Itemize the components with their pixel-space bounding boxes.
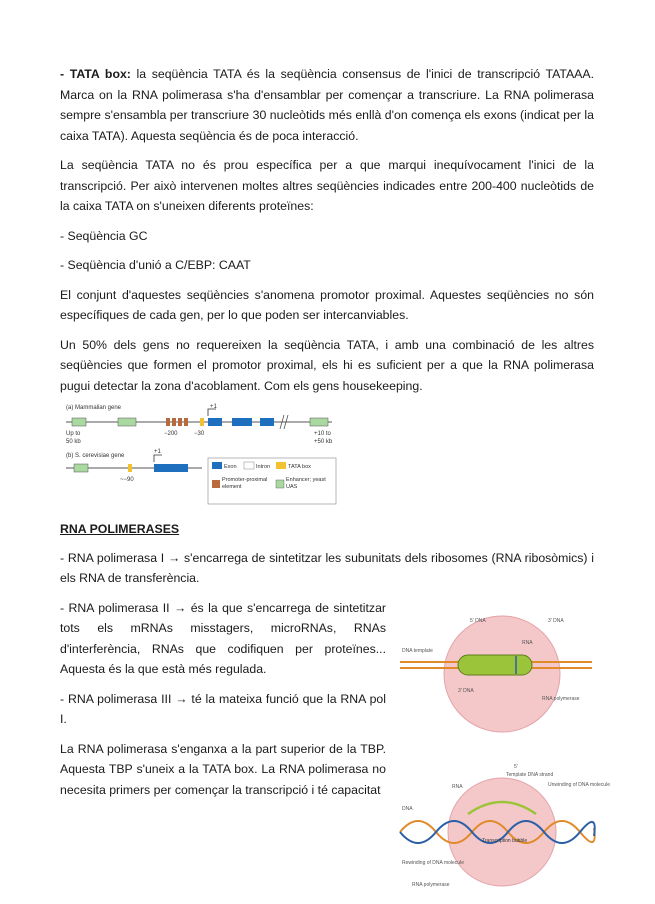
fig1-label-a: (a) Mammalian gene [66,405,122,411]
exon-box [232,418,252,426]
exon-box [260,418,274,426]
legend-prom: Promoter-proximal element [222,477,268,490]
fig1-pos200: −200 [164,431,178,437]
tata-box-paragraph [60,64,594,146]
promoter-element [184,418,188,426]
fig3-label-dna: DNA [402,805,413,812]
fig2-label-pol: RNA polymerase [542,695,580,702]
legend-enh: Enhancer; yeast UAS [286,477,326,490]
legend-enh-swatch [276,480,284,488]
rna-polymerase-diagram [398,600,594,770]
fig3-label-unwind: Unwinding of DNA molecule [548,781,610,788]
legend-intron-swatch [244,462,254,469]
gc-sequence-item: - Seqüència GC [60,228,148,243]
fig2-label-5: 5' DNA [470,617,486,624]
enhancer-box [72,418,86,426]
fig3-label-synth: Transcription bubble [482,837,528,844]
transcription-bubble-diagram [398,770,610,898]
fig1-right-dist: +10 to [314,431,331,437]
fig1-left-dist: Up to [66,431,81,437]
legend-tata: TATA box [288,464,311,470]
rna-transcript-bar [458,655,532,675]
rna-pol-3-item: - RNA polimerasa III → té la mateixa funció que la RNA pol I. [60,691,386,726]
fig3-label-rna: RNA [452,783,463,790]
fig2-label-3: 3' DNA [548,617,564,624]
fig1-pos90: ~−90 [120,477,134,483]
fig1-right-dist2: +50 kb [314,439,333,445]
fig1-plus1: +1 [210,404,217,410]
exon-box [208,418,222,426]
fig1-pos30: −30 [194,431,205,437]
fig1-label-b: (b) S. cerevisiae gene [66,453,125,459]
polymerase-text-column [60,598,386,801]
tata-box-label: - TATA box: [60,67,131,81]
fig3-label-rewind: Rewinding of DNA molecule [402,859,464,866]
legend-exon: Exon [224,464,237,470]
uas-box [74,464,88,472]
section-heading: RNA POLIMERASES [60,522,180,536]
caat-sequence-item: - Seqüència d'unió a C/EBP: CAAT [60,258,251,272]
rna-pol-2-item: - RNA polimerasa II → és la que s'encarrega de sintetitzar tots els mRNAs misstagers, microRNAs, RNAs d'interferència, RNAs que codifiquen per proteïnes... Aquesta és la que està més regulada. [60,600,386,676]
fig1-left-dist2: 50 kb [66,439,81,445]
polymerase-two-column [60,598,610,888]
housekeeping-paragraph: Un 50% dels gens no requereixen la seqüència TATA, i amb una combinació de les altres seqüències que formen el promotor proximal, els hi es suficient per a que la RNA polimerasa pugui detectar la zona d'acoblament. Com els gens housekeeping. [60,337,594,393]
fig1-plus1-b: +1 [154,449,161,455]
promoter-diagram [62,400,342,505]
specificity-paragraph: La seqüència TATA no és prou específica per a que marqui inequívocament l'inici de la transcripció. Per això intervenen moltes altres seqüències indicades entre 200-400 nucleòtids de la caixa TATA on s'uneixen diferents proteïnes: [60,158,594,213]
legend-tata-swatch [276,462,286,469]
promoter-element [172,418,176,426]
fig2-label-3prime: 3' DNA [458,687,474,694]
legend-prom-swatch [212,480,220,488]
tata-box [200,418,204,426]
legend-intron: Intron [256,464,271,470]
rna-pol-1-item: - RNA polimerasa I → s'encarrega de sintetitzar les subunitats dels ribosomes (RNA ribosòmics) i els RNA de transferència. [60,550,594,585]
enhancer-box [310,418,328,426]
promoter-paragraph: El conjunt d'aquestes seqüències s'anomena promotor proximal. Aquestes seqüències no són específiques de cada gen, per lo que poden ser intercanviables. [60,287,594,322]
legend-exon-swatch [212,462,222,469]
exon-box [154,464,188,472]
promoter-element [178,418,182,426]
document-page [60,64,610,888]
fig2-label-rna: RNA [522,639,533,646]
enhancer-box [118,418,136,426]
fig3-label-pol: RNA polymerase [412,881,450,888]
tata-box [128,464,132,472]
fig3-label-template: Template DNA strand [506,771,554,778]
fig2-label-template: DNA template [402,647,433,654]
promoter-element [166,418,170,426]
fig2-label-5prime: 5' [514,763,518,770]
bubble-circle [448,778,556,886]
tbp-paragraph: La RNA polimerasa s'enganxa a la part superior de la TBP. Aquesta TBP s'uneix a la TATA box. La RNA polimerasa no necesita primers per començar la transcripció i té capacitat [60,741,386,797]
tata-box-text: la seqüència TATA és la seqüència consensus de l'inici de transcripció TATAAA. Marca on la RNA polimerasa s'ha d'ensamblar per començar a transcriure. La RNA polimerasa sempre s'ensambla per transcriure 30 nucleòtids més enllà d'on comença els exons (indicat per la caixa TATA). Aquesta seqüència és de poca interacció. [60,67,594,143]
